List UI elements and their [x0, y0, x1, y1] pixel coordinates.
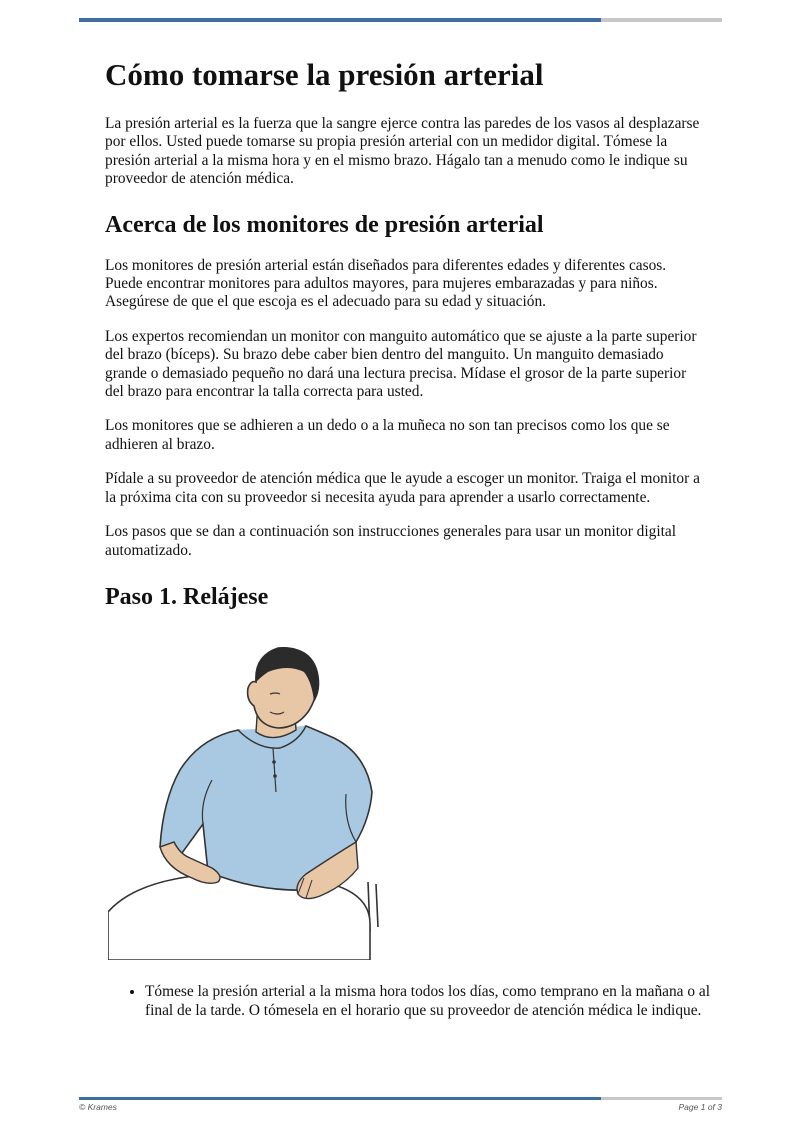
step1-heading: Paso 1. Relájese — [105, 583, 269, 610]
monitors-paragraph-3: Los monitores que se adhieren a un dedo o a la muñeca no son tan precisos como los que se adhieren al brazo. — [105, 417, 670, 453]
monitors-paragraph-4: Pídale a su proveedor de atención médica que le ayude a escoger un monitor. Traiga el monitor a la próxima cita con su proveedor si necesita ayuda para aprender a usarlo correctamente. — [105, 470, 700, 506]
monitors-paragraph-5: Los pasos que se dan a continuación son instrucciones generales para usar un monitor digital automatizado. — [105, 523, 677, 559]
monitors-paragraph-1: Los monitores de presión arterial están diseñados para diferentes edades y diferentes casos. Puede encontrar monitores para adultos mayores, para mujeres embarazadas y para niños. Asegúrese de que el que escoja es el adecuado para su edad y situación. — [105, 256, 667, 311]
footer-page-number: Page 1 of 3 — [678, 1102, 722, 1112]
step1-bullet-1: • Tómese la presión arterial a la misma hora todos los días, como temprano en la mañana o al final de la tarde. O tómesela en el horario que su proveedor de atención médica le indique. — [145, 983, 735, 1020]
header-rule-gray — [601, 18, 722, 22]
header-rule-blue — [79, 18, 601, 22]
footer-rule-gray — [601, 1097, 722, 1100]
footer-rule — [79, 1097, 722, 1100]
footer-copyright: © Krames — [79, 1102, 117, 1112]
page-title: Cómo tomarse la presión arterial — [105, 57, 544, 92]
monitors-heading: Acerca de los monitores de presión arterial — [105, 211, 544, 238]
monitors-paragraph-2: Los expertos recomiendan un monitor con manguito automático que se ajuste a la parte superior del brazo (bíceps). Su brazo debe caber bien dentro del manguito. Un manguito demasiado grande o demasiado pequeño no dará una lectura precisa. Mídase el grosor de la parte superior del brazo para encontrar la talla correcta para usted. — [105, 327, 697, 401]
step1-bullet-list — [105, 983, 735, 1020]
footer-rule-blue — [79, 1097, 601, 1100]
header-rule — [79, 18, 722, 22]
document-body — [105, 56, 705, 612]
intro-paragraph: La presión arterial es la fuerza que la sangre ejerce contra las paredes de los vasos al desplazarse por ellos. Usted puede tomarse su propia presión arterial con un medidor digital. Tómese la presión arterial a la misma hora y en el mismo brazo. Hágalo tan a menudo como le indique su proveedor de atención médica. — [105, 115, 700, 188]
seated-man-illustration — [108, 642, 388, 960]
